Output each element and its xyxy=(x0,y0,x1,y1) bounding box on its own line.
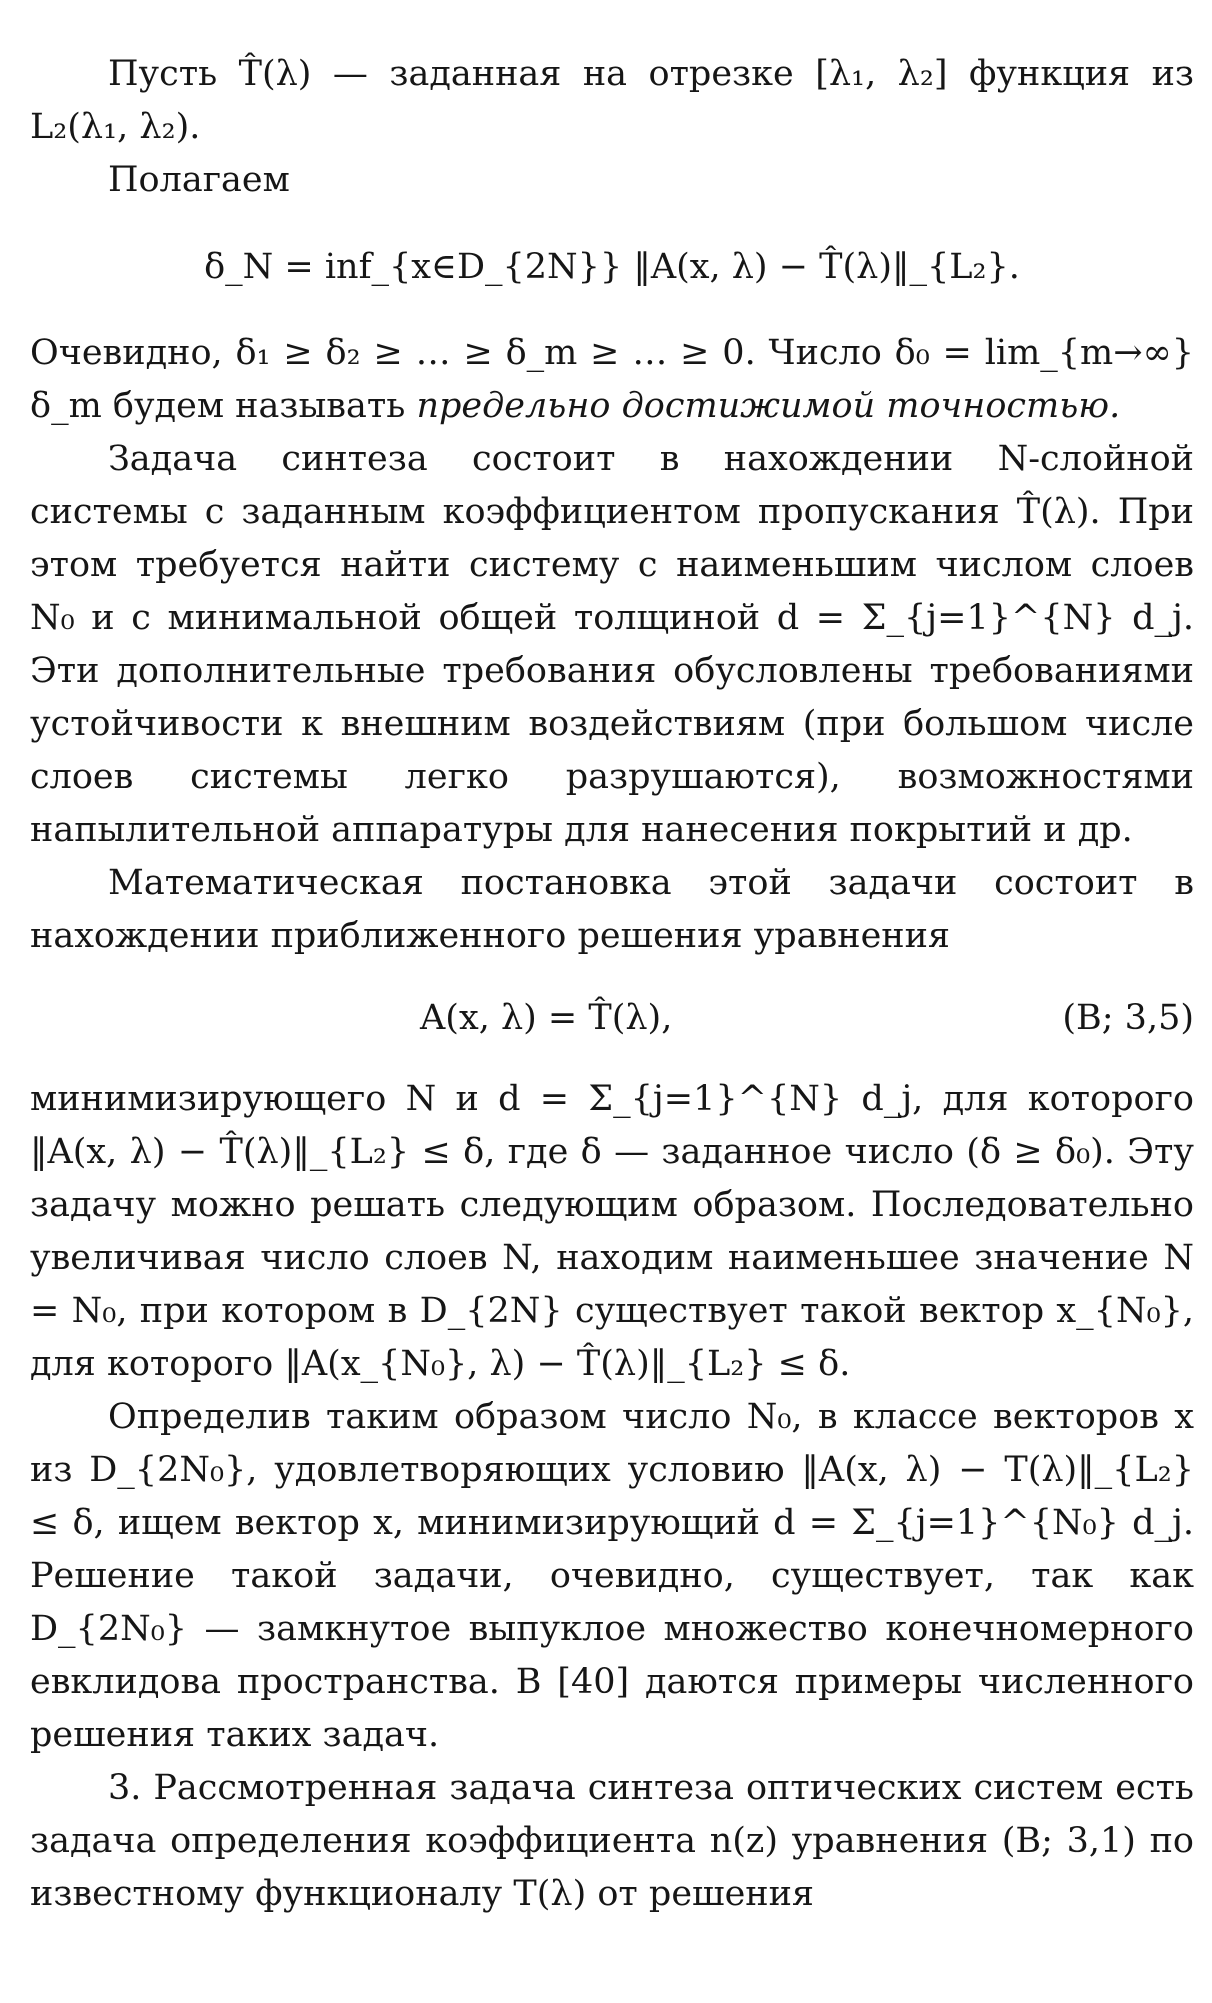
paragraph-minimizing: минимизирующего N и d = Σ_{j=1}^{N} d_j, для которого ‖A(x, λ) − T̂(λ)‖_{L₂} ≤ δ, где δ — заданное число (δ ≥ δ₀). Эту задачу можно решать следующим образом. Последовательно увеличивая число слоев N, находим наименьшее значение N = N₀, при котором в D_{2N} существует такой вектор x_{N₀}, для которого ‖A(x_{N₀}, λ) − T̂(λ)‖_{L₂} ≤ δ. xyxy=(30,1079,1194,1384)
equation-delta-n: δ_N = inf_{x∈D_{2N}} ‖A(x, λ) − T̂(λ)‖_{L₂}. xyxy=(204,247,1020,287)
paragraph-synthesis-task: Задача синтеза состоит в нахождении N-слойной системы с заданным коэффициентом пропускания T̂(λ). При этом требуется найти систему с наименьшим числом слоев N₀ и с минимальной общей толщиной d = Σ_{j=1}^{N} d_j. Эти дополнительные требования обусловлены требованиями устойчивости к внешним воздействиям (при большом числе слоев системы легко разрушаются), возможностями напылительной аппаратуры для нанесения покрытий и др. xyxy=(30,439,1194,850)
obviously-text: Очевидно, δ₁ ≥ δ₂ ≥ … ≥ δ_m ≥ … ≥ 0. Число δ₀ = lim_{m→∞} δ_m будем называть xyxy=(30,333,1194,426)
term-limit-accuracy: предельно достижимой точностью. xyxy=(416,386,1121,426)
paragraph-math-statement: Математическая постановка этой задачи состоит в нахождении приближенного решения уравнения xyxy=(30,863,1194,956)
equation-number: (B; 3,5) xyxy=(1062,998,1194,1038)
equation-b-3-5-row xyxy=(30,963,1194,1073)
paragraph-obviously xyxy=(30,327,1194,433)
paragraph-polagaem: Полагаем xyxy=(108,160,290,200)
paragraph-having-determined: Определив таким образом число N₀, в классе векторов x из D_{2N₀}, удовлетворяющих условию ‖A(x, λ) − T(λ)‖_{L₂} ≤ δ, ищем вектор x, минимизирующий d = Σ_{j=1}^{N₀} d_j. Решение такой задачи, очевидно, существует, так как D_{2N₀} — замкнутое выпуклое множество конечномерного евклидова пространства. В [40] даются примеры численного решения таких задач. xyxy=(30,1397,1194,1755)
paragraph-section-3: 3. Рассмотренная задача синтеза оптических систем есть задача определения коэффициента n(z) уравнения (B; 3,1) по известному функционалу T(λ) от решения xyxy=(30,1768,1194,1914)
paragraph-function-definition: Пусть T̂(λ) — заданная на отрезке [λ₁, λ₂] функция из L₂(λ₁, λ₂). xyxy=(30,54,1194,147)
equation-b-3-5: A(x, λ) = T̂(λ), xyxy=(420,998,673,1038)
